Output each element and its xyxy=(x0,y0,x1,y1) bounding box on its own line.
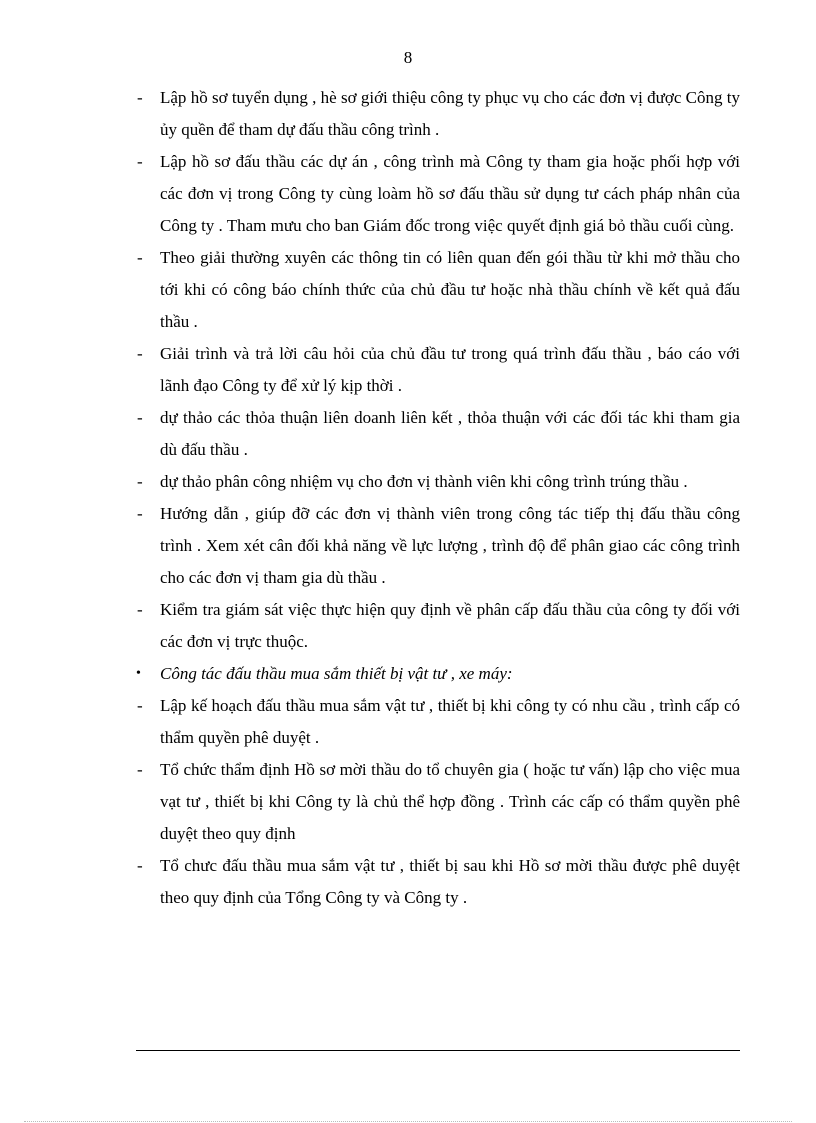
dash-marker: - xyxy=(137,408,143,427)
list-item-text: Lập hồ sơ đấu thầu các dự án , công trình mà Công ty tham gia hoặc phối hợp với các đơn vị trong Công ty cùng loàm hồ sơ đấu thầu sử dụng tư cách pháp nhân của Công ty . Tham mưu cho ban Giám đốc trong việc quyết định giá bỏ thầu cuối cùng. xyxy=(160,152,740,235)
list-item-text: Theo giải thường xuyên các thông tin có liên quan đến gói thầu từ khi mở thầu cho tới khi có công báo chính thức của chủ đầu tư hoặc nhà thầu chính về kết quả đấu thầu . xyxy=(160,248,740,331)
page-bottom-edge xyxy=(24,1121,792,1122)
section-heading-item xyxy=(136,658,740,690)
list-item xyxy=(136,498,740,594)
list-item xyxy=(136,242,740,338)
dash-marker: - xyxy=(137,248,143,267)
list-item xyxy=(136,850,740,914)
list-item-text: Tổ chưc đấu thầu mua sắm vật tư , thiết bị sau khi Hồ sơ mời thầu được phê duyệt theo quy định của Tổng Công ty và Công ty . xyxy=(160,856,740,907)
list-item-text: Kiểm tra giám sát việc thực hiện quy định về phân cấp đấu thầu của công ty đối với các đơn vị trực thuộc. xyxy=(160,600,740,651)
section-heading-text: Công tác đấu thầu mua sắm thiết bị vật tư , xe máy: xyxy=(160,664,513,683)
page-number: 8 xyxy=(403,48,413,67)
list-item-text: Giải trình và trả lời câu hỏi của chủ đầu tư trong quá trình đấu thầu , báo cáo với lãnh đạo Công ty để xử lý kịp thời . xyxy=(160,344,740,395)
list-item-text: Lập kế hoạch đấu thầu mua sắm vật tư , thiết bị khi công ty có nhu cầu , trình cấp có thẩm quyền phê duyệt . xyxy=(160,696,740,747)
list-item xyxy=(136,754,740,850)
list-item xyxy=(136,466,740,498)
bullet-icon: • xyxy=(136,666,141,681)
dash-marker: - xyxy=(137,696,143,715)
document-body xyxy=(136,82,740,914)
dash-marker: - xyxy=(137,344,143,363)
list-item xyxy=(136,402,740,466)
list-item-text: Tổ chức thẩm định Hồ sơ mời thầu do tổ chuyên gia ( hoặc tư vấn) lập cho việc mua vạt tư , thiết bị khi Công ty là chủ thể hợp đồng . Trình các cấp có thẩm quyền phê duyệt theo quy định xyxy=(160,760,740,843)
list-item xyxy=(136,690,740,754)
list-item xyxy=(136,146,740,242)
list-item-text: dự thảo các thỏa thuận liên doanh liên kết , thỏa thuận với các đối tác khi tham gia dù đấu thầu . xyxy=(160,408,740,459)
dash-marker: - xyxy=(137,504,143,523)
dash-marker: - xyxy=(137,152,143,171)
footer-divider xyxy=(136,1050,740,1051)
list-item-text: Lập hồ sơ tuyển dụng , hè sơ giới thiệu công ty phục vụ cho các đơn vị được Công ty ủy quền để tham dự đấu thầu công trình . xyxy=(160,88,740,139)
dash-marker: - xyxy=(137,760,143,779)
list-item-text: Hướng dẫn , giúp đỡ các đơn vị thành viên trong công tác tiếp thị đấu thầu công trình . Xem xét cân đối khả năng về lực lượng , trình độ để phân giao các công trình cho các đơn vị tham gia dù thầu . xyxy=(160,504,740,587)
list-item-text: dự thảo phân công nhiệm vụ cho đơn vị thành viên khi công trình trúng thầu . xyxy=(160,472,688,491)
dash-marker: - xyxy=(137,856,143,875)
list-item xyxy=(136,594,740,658)
list-item xyxy=(136,338,740,402)
list-item xyxy=(136,82,740,146)
dash-marker: - xyxy=(137,88,143,107)
dash-marker: - xyxy=(137,472,143,491)
dash-marker: - xyxy=(137,600,143,619)
